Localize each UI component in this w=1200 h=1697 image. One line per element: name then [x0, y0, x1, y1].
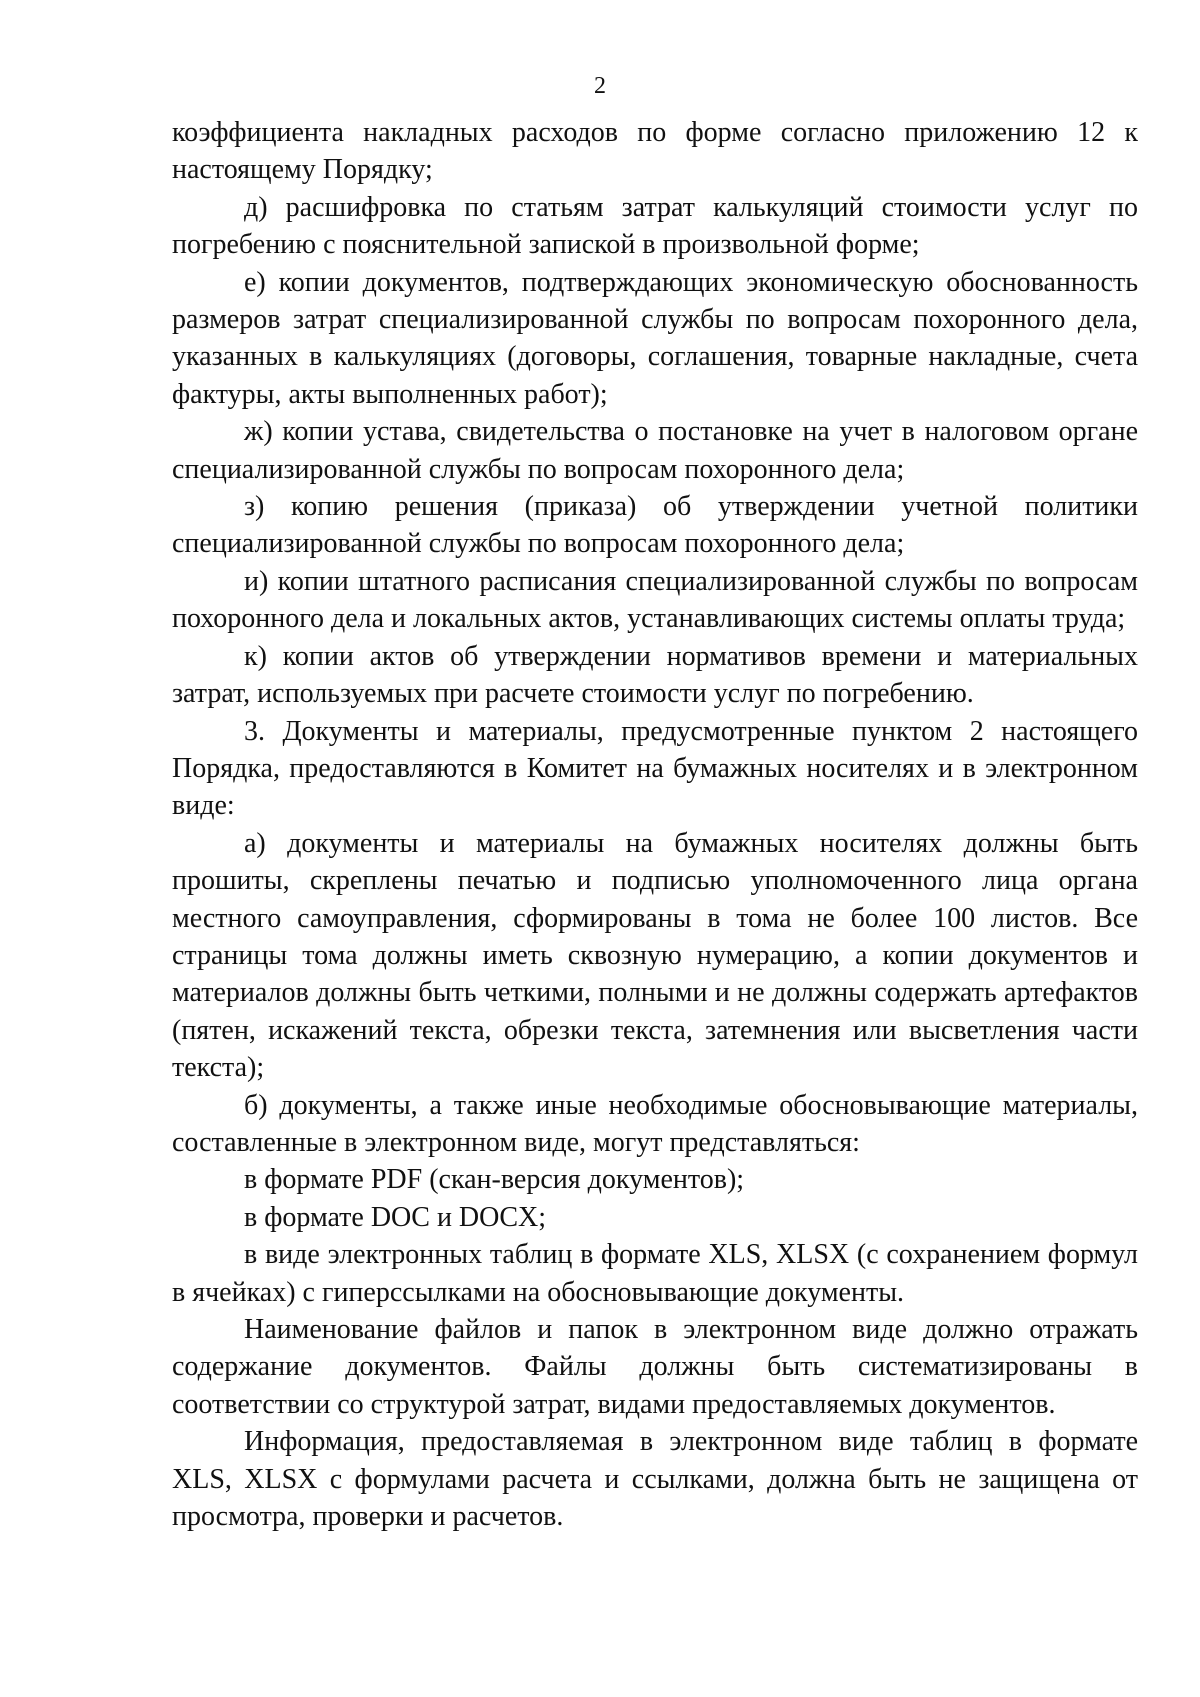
paragraph-continuation: коэффициента накладных расходов по форме согласно приложению 12 к настоящему Порядку;	[172, 117, 1138, 186]
paragraph-format-xls: в виде электронных таблиц в формате XLS, XLSX (с сохранением формул в ячейках) с гиперссылками на обосновывающие документы.	[172, 1239, 1138, 1308]
paragraph-item-a: а) документы и материалы на бумажных носителях должны быть прошиты, скреплены печатью и подписью уполномоченного лица органа местного самоуправления, сформированы в тома не более 100 листов. Все страницы тома должны иметь сквозную нумерацию, а копии документов и материалов должны быть четкими, полными и не должны содержать артефактов (пятен, искажений текста, обрезки текста, затемнения или высветления части текста);	[172, 827, 1138, 1084]
paragraph-item-b: б) документы, а также иные необходимые обосновывающие материалы, составленные в электронном виде, могут представляться:	[172, 1089, 1138, 1158]
paragraph-format-pdf: в формате PDF (скан-версия документов);	[244, 1164, 745, 1196]
paragraph-item-d: д) расшифровка по статьям затрат калькуляций стоимости услуг по погребению с пояснительной запиской в произвольной форме;	[172, 191, 1138, 261]
paragraph-item-i: и) копии штатного расписания специализированной службы по вопросам похоронного дела и локальных актов, устанавливающих системы оплаты труда;	[172, 565, 1138, 635]
paragraph-item-zh: ж) копии устава, свидетельства о постановке на учет в налоговом органе специализированной службы по вопросам похоронного дела;	[172, 416, 1138, 485]
paragraph-format-doc: в формате DOC и DOCX;	[244, 1201, 547, 1233]
paragraph-item-e: е) копии документов, подтверждающих экономическую обоснованность размеров затрат специализированной службы по вопросам похоронного дела, указанных в калькуляциях (договоры, соглашения, товарные накладные, счета фактуры, акты выполненных работ);	[172, 266, 1138, 410]
paragraph-item-k: к) копии актов об утверждении нормативов времени и материальных затрат, используемых при расчете стоимости услуг по погребению.	[172, 640, 1138, 710]
paragraph-xls-info: Информация, предоставляемая в электронном виде таблиц в формате XLS, XLSX с формулами расчета и ссылками, должна быть не защищена от просмотра, проверки и расчетов.	[172, 1426, 1138, 1533]
paragraph-section-3: 3. Документы и материалы, предусмотренные пунктом 2 настоящего Порядка, предоставляются в Комитет на бумажных носителях и в электронном виде:	[172, 715, 1138, 822]
paragraph-file-naming: Наименование файлов и папок в электронном виде должно отражать содержание документов. Файлы должны быть систематизированы в соответствии со структурой затрат, видами предоставляемых документов.	[172, 1314, 1138, 1420]
document-body	[172, 114, 1138, 1535]
paragraph-item-z: з) копию решения (приказа) об утверждении учетной политики специализированной службы по вопросам похоронного дела;	[172, 491, 1138, 560]
page-number: 2	[594, 73, 606, 99]
